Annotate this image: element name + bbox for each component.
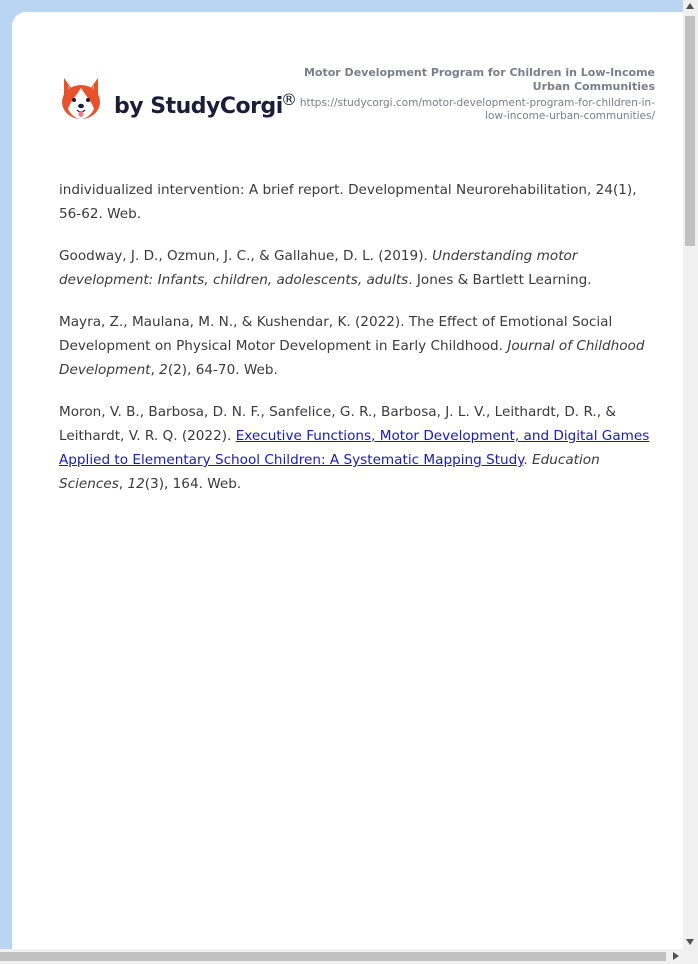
reference-item (59, 178, 659, 226)
reference-volume: 12 (127, 476, 145, 492)
scroll-down-icon[interactable] (686, 939, 694, 945)
document-title: Motor Development Program for Children in Low-Income Urban Communities (303, 66, 655, 93)
registered-mark: ® (281, 90, 297, 109)
horizontal-scroll-thumb[interactable] (0, 952, 666, 961)
reference-book-title: Understanding motor development: Infants, children, adolescents, adults (59, 248, 578, 288)
reference-item (59, 244, 659, 292)
document-header (295, 66, 655, 123)
reference-link[interactable]: Executive Functions, Motor Development, and Digital Games Applied to Elementary School Children: A Systematic Mapping Study (59, 428, 650, 468)
reference-text: , (150, 362, 160, 378)
reference-text: . (523, 452, 533, 468)
reference-text: Goodway, J. D., Ozmun, J. C., & Gallahue, D. L. (2019). (59, 248, 433, 264)
reference-text: . Jones & Bartlett Learning. (408, 272, 592, 288)
studycorgi-logo[interactable] (60, 76, 310, 132)
brand-name: by StudyCorgi (114, 94, 283, 119)
references-list (59, 178, 659, 514)
scroll-up-icon[interactable] (686, 3, 694, 9)
reference-volume: 2 (159, 362, 168, 378)
vertical-scrollbar[interactable] (683, 0, 698, 949)
scroll-right-icon[interactable] (673, 952, 679, 960)
reference-text: Moron, V. B., Barbosa, D. N. F., Sanfelice, G. R., Barbosa, J. L. V., Leithardt, D. R., & Leithardt, V. R. Q. (2022). (59, 404, 616, 444)
reference-text: Mayra, Z., Maulana, M. N., & Kushendar, K. (2022). The Effect of Emotional Social Development on Physical Motor Development in Early Childhood. (59, 314, 613, 354)
horizontal-scrollbar[interactable] (0, 949, 698, 964)
reference-item (59, 310, 659, 382)
document-url[interactable]: https://studycorgi.com/motor-development-program-for-children-in-low-income-urban-communities/ (299, 97, 655, 122)
reference-text: individualized intervention: A brief report. Developmental Neurorehabilitation, 24(1), 56-62. Web. (59, 182, 637, 222)
reference-text: (3), 164. Web. (144, 476, 242, 492)
vertical-scroll-thumb[interactable] (685, 16, 695, 246)
corgi-icon (60, 76, 102, 122)
document-page (12, 12, 684, 957)
reference-text: , (118, 476, 128, 492)
reference-journal: Education Sciences (59, 452, 600, 492)
reference-text: (2), 64-70. Web. (167, 362, 278, 378)
reference-item (59, 400, 659, 496)
reference-journal: Journal of Childhood Development (59, 338, 645, 378)
